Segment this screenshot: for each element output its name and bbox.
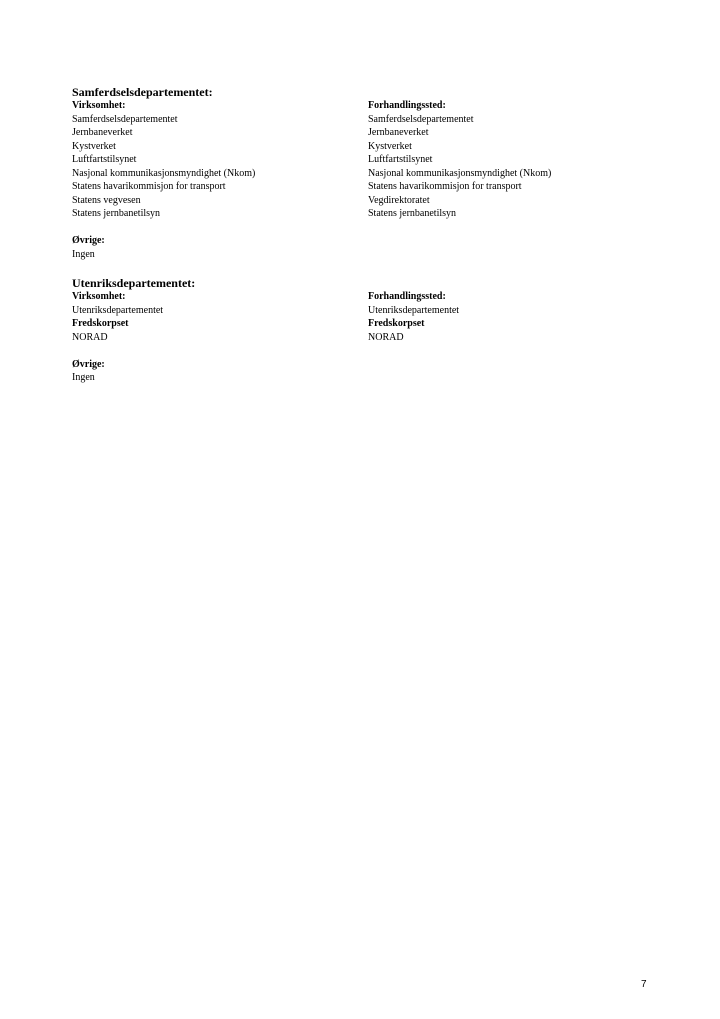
virksomhet-item: Statens havarikommisjon for transport <box>72 181 226 192</box>
forhandlingssted-item: Nasjonal kommunikasjonsmyndighet (Nkom) <box>368 167 552 179</box>
section-title: Samferdselsdepartementet: <box>72 85 213 99</box>
virksomhet-item: Jernbaneverket <box>72 127 133 138</box>
ovrige-label: Øvrige: <box>72 235 105 246</box>
ovrige-value: Ingen <box>72 248 95 260</box>
virksomhet-label: Virksomhet: <box>72 291 126 302</box>
section-samferdselsdepartementet <box>72 85 672 260</box>
forhandlingssted-item: Fredskorpset <box>368 318 425 329</box>
spacer <box>72 221 362 235</box>
forhandlingssted-item: Statens havarikommisjon for transport <box>368 181 522 192</box>
virksomhet-item: Luftfartstilsynet <box>72 154 137 165</box>
forhandlingssted-item: Luftfartstilsynet <box>368 154 433 165</box>
forhandlingssted-item: NORAD <box>368 331 404 343</box>
virksomhet-item: Kystverket <box>72 140 116 152</box>
virksomhet-item: Statens vegvesen <box>72 194 141 206</box>
virksomhet-column <box>72 99 362 261</box>
forhandlingssted-label: Forhandlingssted: <box>368 100 446 111</box>
forhandlingssted-column <box>368 99 658 221</box>
section-title: Utenriksdepartementet: <box>72 276 196 290</box>
forhandlingssted-item: Jernbaneverket <box>368 127 429 138</box>
forhandlingssted-item: Utenriksdepartementet <box>368 304 460 316</box>
forhandlingssted-item: Vegdirektoratet <box>368 194 430 206</box>
forhandlingssted-label: Forhandlingssted: <box>368 291 446 302</box>
virksomhet-item: Statens jernbanetilsyn <box>72 208 161 219</box>
virksomhet-item: Fredskorpset <box>72 318 129 329</box>
virksomhet-item: Samferdselsdepartementet <box>72 113 178 125</box>
ovrige-value: Ingen <box>72 372 95 383</box>
virksomhet-item: NORAD <box>72 331 108 343</box>
virksomhet-column <box>72 290 362 385</box>
section-utenriksdepartementet <box>72 276 672 383</box>
virksomhet-item: Nasjonal kommunikasjonsmyndighet (Nkom) <box>72 167 256 179</box>
forhandlingssted-item: Samferdselsdepartementet <box>368 113 474 125</box>
forhandlingssted-item: Statens jernbanetilsyn <box>368 208 457 219</box>
page-number: 7 <box>641 979 647 990</box>
ovrige-label: Øvrige: <box>72 358 105 370</box>
virksomhet-label: Virksomhet: <box>72 100 126 111</box>
forhandlingssted-item: Kystverket <box>368 140 412 152</box>
virksomhet-item: Utenriksdepartementet <box>72 304 164 316</box>
spacer <box>72 344 362 358</box>
forhandlingssted-column <box>368 290 658 344</box>
